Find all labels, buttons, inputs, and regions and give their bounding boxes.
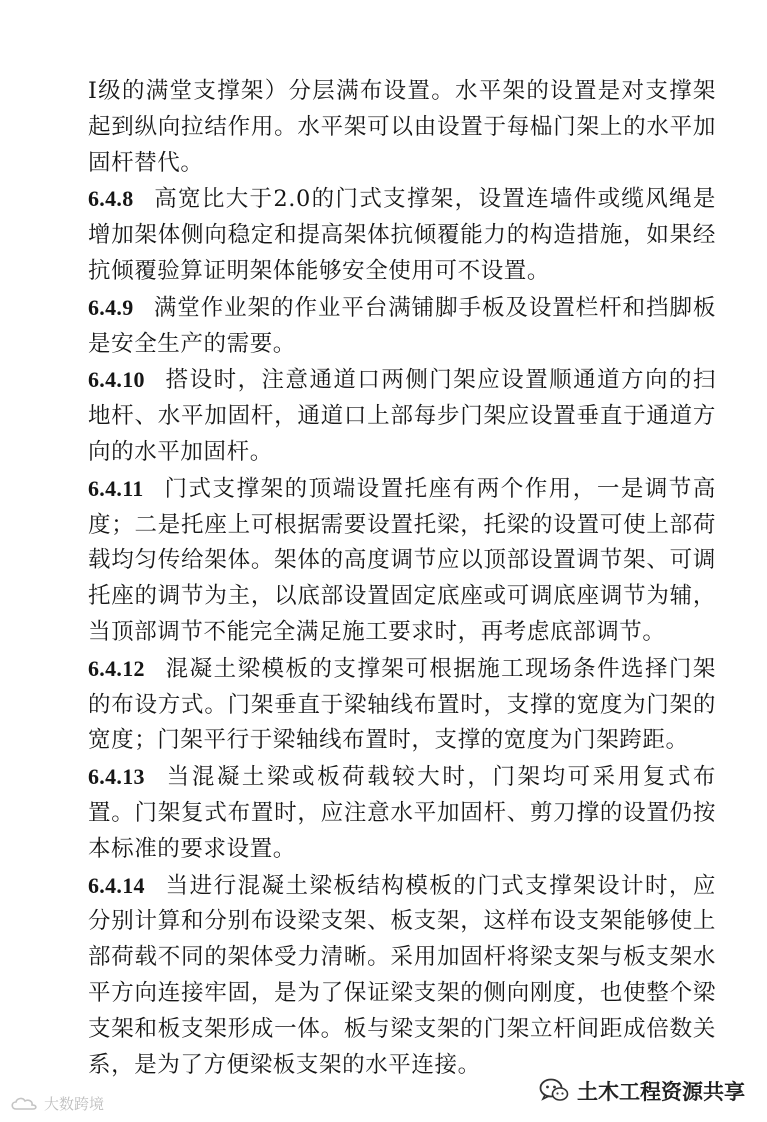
watermark-right (539, 1076, 745, 1106)
paragraph-continued (88, 74, 716, 181)
clause-number: 6.4.9 (88, 294, 134, 320)
clause-6-4-12 (88, 651, 716, 759)
cloud-logo-icon (10, 1096, 40, 1112)
clause-number: 6.4.10 (88, 367, 145, 393)
clause-6-4-11 (88, 471, 716, 651)
clause-number: 6.4.8 (88, 186, 134, 212)
document-body (88, 74, 716, 1083)
paragraph-text: Ⅰ级的满堂支撑架）分层满布设置。水平架的设置是对支撑架起到纵向拉结作用。水平架可以由设置于每榀门架上的水平加固杆替代。 (88, 78, 716, 176)
watermark-right-text: 土木工程资源共享 (577, 1080, 745, 1104)
watermark-left (10, 1093, 104, 1114)
clause-6-4-14 (88, 868, 716, 1084)
clause-text: 搭设时，注意通道口两侧门架应设置顺通道方向的扫地杆、水平加固杆，通道口上部每步门架应设置垂直于通道方向的水平加固杆。 (88, 367, 716, 465)
clause-6-4-8 (88, 181, 716, 289)
clause-text: 高宽比大于2.0的门式支撑架，设置连墙件或缆风绳是增加架体侧向稳定和提高架体抗倾覆能力的构造措施，如果经抗倾覆验算证明架体能够安全使用可不设置。 (88, 186, 716, 284)
clause-number: 6.4.12 (88, 655, 145, 681)
clause-text: 混凝土梁模板的支撑架可根据施工现场条件选择门架的布设方式。门架垂直于梁轴线布置时，支撑的宽度为门架的宽度；门架平行于梁轴线布置时，支撑的宽度为门架跨距。 (88, 655, 716, 754)
clause-6-4-9 (88, 290, 716, 363)
clause-6-4-10 (88, 362, 716, 470)
wechat-icon (539, 1078, 569, 1104)
clause-number: 6.4.11 (88, 475, 144, 501)
clause-text: 当进行混凝土梁板结构模板的门式支撑架设计时，应分别计算和分别布设梁支架、板支架，这样布设支架能够使上部荷载不同的架体受力清晰。采用加固杆将梁支架与板支架水平方向连接牢固，是为了保证梁支架的侧向刚度，也使整个梁支架和板支架形成一体。板与梁支架的门架立杆间距成倍数关系，是为了方便梁板支架的水平连接。 (88, 872, 716, 1078)
clause-number: 6.4.14 (88, 872, 145, 898)
clause-6-4-13 (88, 759, 716, 867)
clause-number: 6.4.13 (88, 764, 145, 790)
clause-text: 满堂作业架的作业平台满铺脚手板及设置栏杆和挡脚板是安全生产的需要。 (88, 294, 716, 357)
watermark-left-text: 大数跨境 (44, 1095, 105, 1113)
clause-text: 当混凝土梁或板荷载较大时，门架均可采用复式布置。门架复式布置时，应注意水平加固杆、剪刀撑的设置仍按本标准的要求设置。 (88, 764, 716, 862)
clause-text: 门式支撑架的顶端设置托座有两个作用，一是调节高度；二是托座上可根据需要设置托梁，托梁的设置可使上部荷载均匀传给架体。架体的高度调节应以顶部设置调节架、可调托座的调节为主，以底部设置固定底座或可调底座调节为辅，当顶部调节不能完全满足施工要求时，再考虑底部调节。 (88, 475, 716, 645)
